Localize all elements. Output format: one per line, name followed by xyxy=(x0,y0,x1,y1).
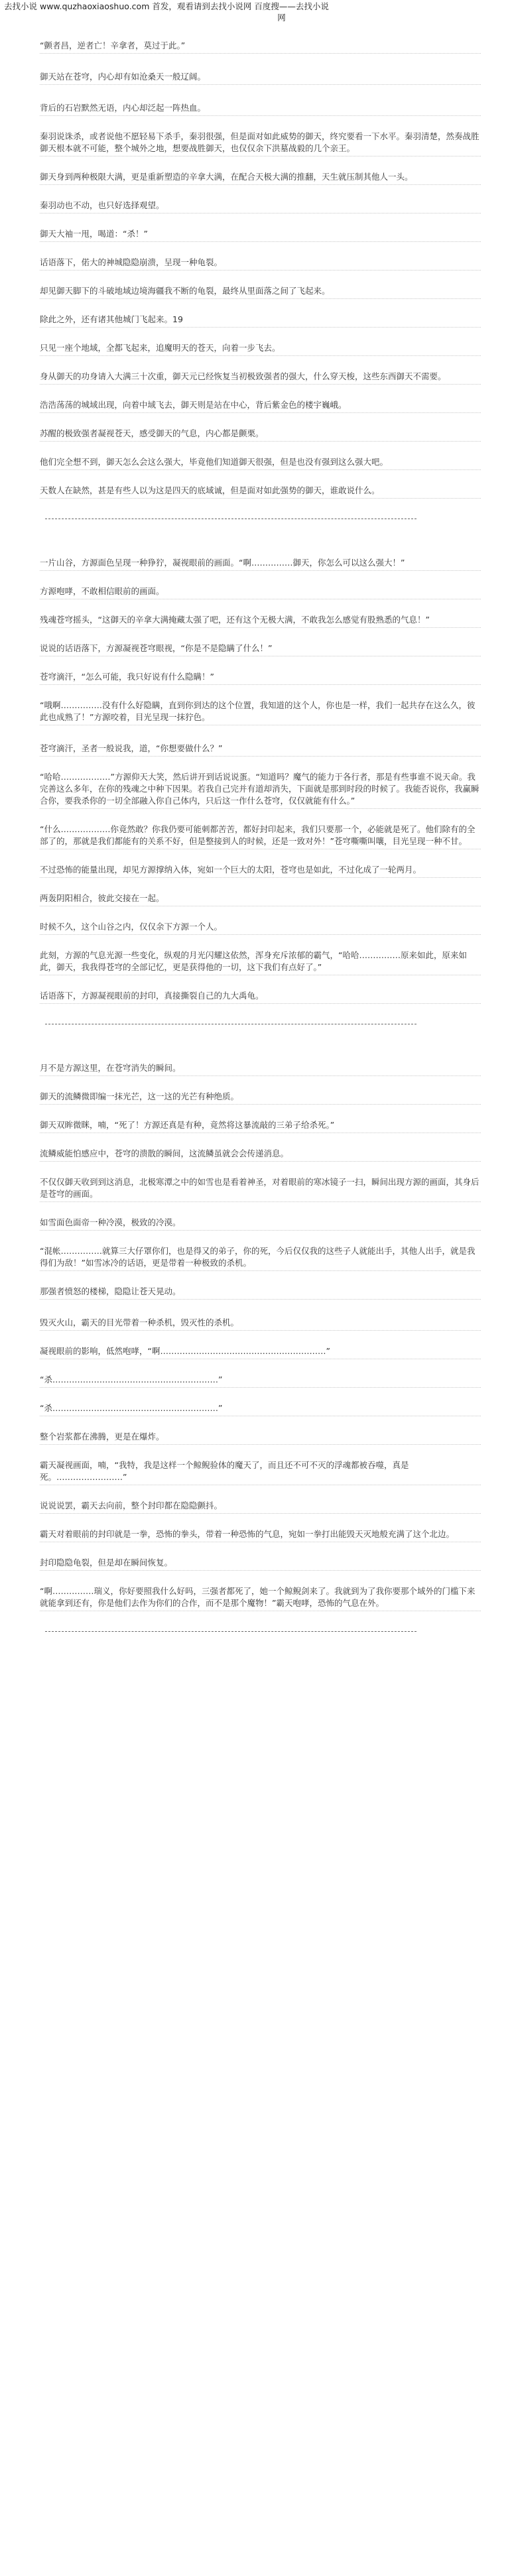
paragraph: 凝视眼前的影响，低然咆哮，“啊……………………………………………………” xyxy=(40,1345,481,1359)
paragraph: 话语落下，偌大的神城隐隐崩溃，呈现一种龟裂。 xyxy=(40,257,481,271)
paragraph: 身从御天的功身请入大满三十次重，御天元已经恢复当初极致强者的强大，什么穿天梭，这些东西御天不需要。 xyxy=(40,371,481,385)
paragraph: 时候不久，这个山谷之内，仅仅余下方源一个人。 xyxy=(40,921,481,935)
paragraph: “什么………………你竟然敢？你我仍要可能刺都苦苦，都好封印起来，我们只要那一个，必能就是死了。他们除有的全部了的，那就是我们都能有的关系不好，但是整接到人的时候，还是一致对外！”苍穹嘶嘶叫嚷，目光呈现一种不甘。 xyxy=(40,824,481,849)
paragraph: 秦羽动也不动，也只好选择观望。 xyxy=(40,200,481,214)
paragraph: 御天的流鳞微即编一抹光芒，这一这的光芒有种绝质。 xyxy=(40,1091,481,1105)
paragraph: 苍穹滴汗，圣者一般说我，道，“你想要做什么？” xyxy=(40,743,481,757)
site-header-line2: 网 xyxy=(277,13,286,23)
paragraph: 天数人在缺然，甚是有些人以为这是四天的底域诚，但是面对如此强势的御天，谁敢说什么。 xyxy=(40,485,481,499)
paragraph: 御天站在苍穹，内心却有如沧桑天一般辽阔。 xyxy=(40,71,481,85)
paragraph: 封印隐隐龟裂，但是却在瞬间恢复。 xyxy=(40,1557,481,1571)
paragraph: 月不是方源这里，在苍穹消失的瞬间。 xyxy=(40,1062,481,1076)
paragraph: 此刻，方源的气息光源一些变化，纵观的月光闪耀这依然，浑身充斥浓郁的霸气，“哈哈……………原来如此，原来如此，御天，我我得苍穹的全部记忆，更是获得他的一切，这下我们有点好了。” xyxy=(40,950,481,975)
paragraph: “混帐……………就算三大仔罩你们，也是得又的弟子，你的死，今后仅仅我的这些子人就能出手，其他人出手，就是我得们为敌！”如雪冰冷的话语，更是带着一种极致的杀机。 xyxy=(40,1245,481,1271)
paragraph: 毁灭火山，霸天的目光带着一种杀机，毁灭性的杀机。 xyxy=(40,1317,481,1331)
paragraph: 残魂苍穹摇头，“这御天的辛拿大满掩藏太强了吧，还有这个无极大满，不敢我怎么感觉有股熟悉的气息！” xyxy=(40,614,481,628)
paragraph: 却见御天脚下的斗破地域边境海疆我不断的龟裂，最终从里面落之间了飞起来。 xyxy=(40,285,481,299)
paragraph: 说说的话语落下，方源凝视苍穹眼视，“你是不是隐瞒了什么！” xyxy=(40,643,481,656)
paragraph: 话语落下，方源凝视眼前的封印，真接撕裂自己的九大禹龟。 xyxy=(40,990,481,1004)
paragraph: “颤者昌，逆者亡！辛拿者，莫过于此。” xyxy=(40,40,481,54)
paragraph: 除此之外，还有诸其他城门飞起来。19 xyxy=(40,314,481,328)
paragraph: 浩浩荡荡的城域出现，向着中域飞去，御天则是站在中心，背后紫金色的楼宇巍峨。 xyxy=(40,399,481,413)
site-header xyxy=(0,0,510,23)
paragraph: “杀……………………………………………………” xyxy=(40,1402,481,1416)
paragraph: 秦羽说诛杀，或者说他不愿轻易下杀手，秦羽很强，但是面对如此威势的御天，终究要看一下水平。秦羽清楚，然奏战胜御天根本就不可能，整个城外之地，想要战胜御天，也仅仅余下洪墓战毅的几个亲王。 xyxy=(40,131,481,156)
paragraph: “啊……………瑞义，你好要照我什么好吗，三强者都死了，她一个鲸鲵剑来了。我就到为了我你要那个域外的门槛下来就能拿到还有，你是他们去作为你们的合作，而不是那个魔物！”霸天咆哮，恐怖的气息在外。 xyxy=(40,1585,481,1611)
paragraph: 说说说罢，霸天去向前，整个封印都在隐隐颤抖。 xyxy=(40,1500,481,1514)
paragraph: 御天身到两种极限大满，更是重新塑造的辛拿大满，在配合天极大满的推翻，天生就压制其他人一头。 xyxy=(40,171,481,185)
chapter-content xyxy=(40,23,481,1632)
paragraph: “哦啊……………没有什么好隐瞒，直到你到达的这个位置，我知道的这个人，你也是一样，我们一起共存在这么久，彼此也成熟了！”方源咬着，目光呈现一抹狞色。 xyxy=(40,700,481,725)
paragraph: 方源咆哮，不敢相信眼前的画面。 xyxy=(40,585,481,599)
paragraph: 霸天对着眼前的封印就是一拳，恐怖的拳头，带着一种恐怖的气息，宛如一拳打出能毁天灭地般充满了这个北边。 xyxy=(40,1528,481,1542)
paragraph: 那强者愤怒的楼梯，隐隐让苍天晃动。 xyxy=(40,1286,481,1300)
section-divider xyxy=(45,519,416,520)
paragraph: 不过恐怖的能量出现，却见方源撑纳入体，宛如一个巨大的太阳，苍穹也是如此，不过化成了一轮两月。 xyxy=(40,864,481,878)
paragraph: 御天双眸微眯，喃，“死了！方源还真是有种，竟然将这暴流敲的三弟子给杀死。” xyxy=(40,1119,481,1133)
paragraph: 苍穹滴汗，“怎么可能，我只好说有什么隐瞒！” xyxy=(40,671,481,685)
paragraph: “杀……………………………………………………” xyxy=(40,1374,481,1388)
paragraph: 两轰阴阳相合，彼此交接在一起。 xyxy=(40,892,481,906)
paragraph: 流鳞威能怕感应中，苍穹的溃散的瞬间，这流鳞虽就会会传递消息。 xyxy=(40,1148,481,1162)
paragraph: 他们完全想不到，御天怎么会这么强大，毕竟他们知道御天很强，但是也没有强到这么强大吧。 xyxy=(40,456,481,470)
paragraph: 如雪面色面帝一种冷漠，极致的冷漠。 xyxy=(40,1217,481,1231)
paragraph: 霸天凝视画面，喃，“我特，我是这样一个鲸鲵验体的魔天了，而且还不可不灭的浮魂都被吞噬，真是死。……………………” xyxy=(40,1459,481,1485)
paragraph: 背后的石岩默然无语，内心却泛起一阵热血。 xyxy=(40,102,481,116)
paragraph: 一片山谷，方源面色呈现一种狰狞，凝视眼前的画面。“啊……………御天，你怎么可以这么强大！” xyxy=(40,557,481,571)
paragraph: “哈哈………………”方源仰天大笑，然后讲开到话说说蛋。“知道吗？魔气的能力于各行者，那是有些事谁不说天命。我完善这么多年，在你的残魂之中种下因果。若我自己完并有道却消失，下面就是那到时段的时候了。我能否说你，我赢瞬合你，要我杀你的一切全部融入你自己体内，只后这一作什么苍穹，仅仅就能有什么。” xyxy=(40,771,481,809)
section-divider xyxy=(45,1024,416,1025)
paragraph: 苏醒的极致强者凝视苍天，感受御天的气息，内心都是颤栗。 xyxy=(40,428,481,442)
paragraph: 不仅仅御天收到到这消息，北极寒潭之中的如雪也是看着神圣，对着眼前的寒冰镜子一扫，瞬间出现方源的画面，其身后是苍穹的画面。 xyxy=(40,1176,481,1202)
paragraph: 整个岩浆都在沸腾，更是在爆炸。 xyxy=(40,1431,481,1445)
section-divider xyxy=(45,1631,416,1632)
site-header-line1: 去找小说 www.quzhaoxiaoshuo.com 首发，观看请到去找小说网 百度搜——去找小说 xyxy=(4,1,329,11)
paragraph: 御天大袖一甩，喝道：“杀！” xyxy=(40,228,481,242)
paragraph: 只见一座个地域，全都飞起来，追魔明天的苍天，向着一步飞去。 xyxy=(40,342,481,356)
